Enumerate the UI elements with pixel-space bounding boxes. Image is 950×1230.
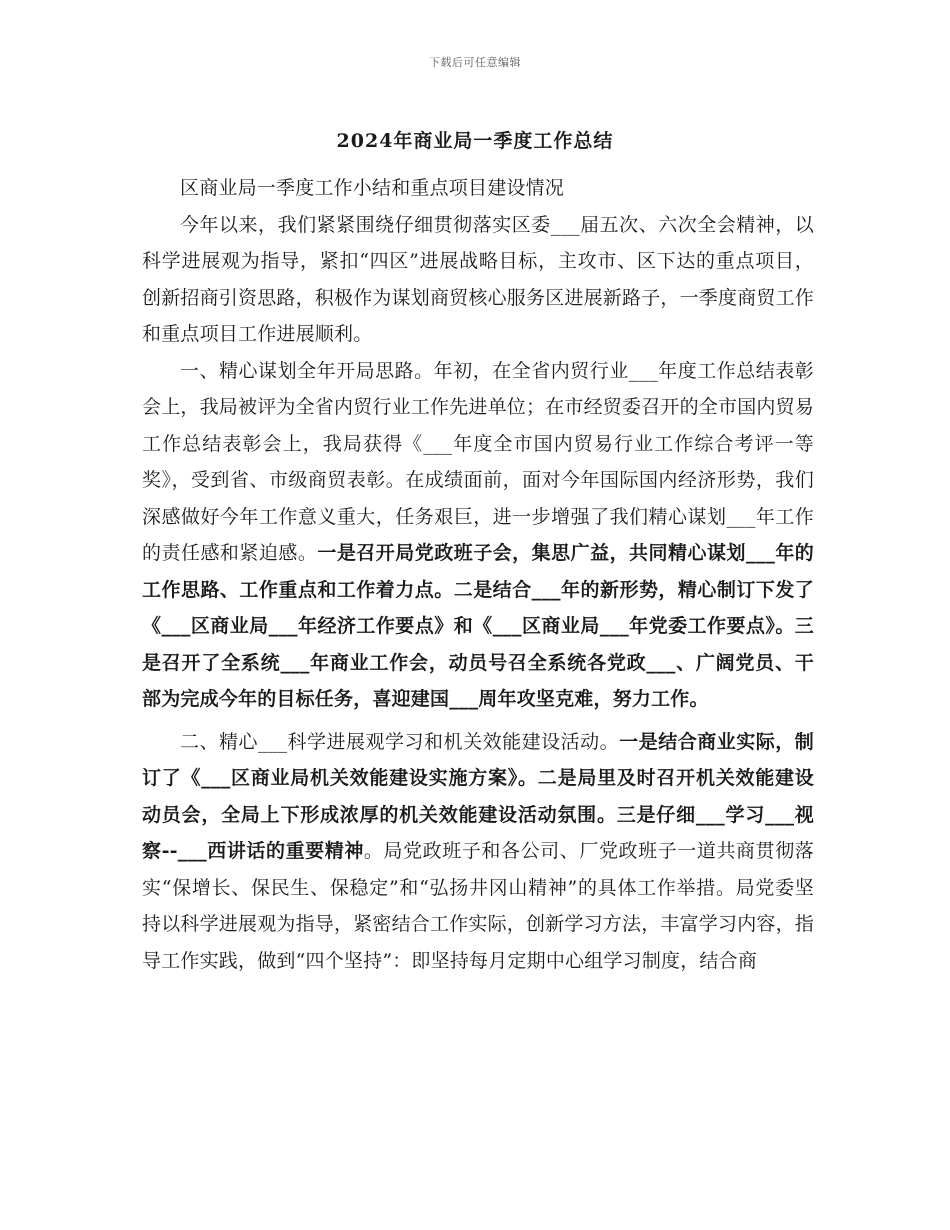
section-1-paragraph (142, 353, 814, 718)
section-2-paragraph (142, 724, 814, 980)
document-body (142, 170, 814, 979)
section-1-bold-text: 一是召开局党政班子会，集思广益，共同精心谋划___年的工作思路、工作重点和工作着力点。二是结合___年的新形势，精心制订下发了《___区商业局___年经济工作要点》和《___区商业局___年党委工作要点》。三是召开了全系统___年商业工作会，动员号召全系统各党政___、广阔党员、干部为完成今年的目标任务，喜迎建国___周年攻坚克难，努力工作。 (142, 542, 814, 710)
section-2-lead-text: 二、精心___科学进展观学习和机关效能建设活动。 (180, 730, 620, 753)
section-1-text: 一、精心谋划全年开局思路。年初，在全省内贸行业___年度工作总结表彰会上，我局被评为全省内贸行业工作先进单位；在市经贸委召开的全市国内贸易工作总结表彰会上，我局获得《___年度全市国内贸易行业工作综合考评一等奖》，受到省、市级商贸表彰。在成绩面前，面对今年国际国内经济形势，我们深感做好今年工作意义重大，任务艰巨，进一步增强了我们精心谋划___年工作的责任感和紧迫感。 (142, 359, 815, 564)
page-header-note: 下载后可任意编辑 (429, 56, 521, 69)
document-title: 2024年商业局一季度工作总结 (336, 130, 614, 152)
section-2-bold-text: 一是结合商业实际，制订了《___区商业局机关效能建设实施方案》。二是局里及时召开机关效能建设动员会，全局上下形成浓厚的机关效能建设活动氛围。三是仔细___学习___视察--___西讲话的重要精神 (142, 730, 814, 862)
document-subtitle: 区商业局一季度工作小结和重点项目建设情况 (180, 177, 565, 199)
section-2-tail-text: 。局党政班子和各公司、厂党政班子一道共商贯彻落实“保增长、保民生、保稳定”和“弘扬井冈山精神”的具体工作举措。局党委坚持以科学进展观为指导，紧密结合工作实际，创新学习方法，丰富学习内容，指导工作实践，做到“四个坚持”：即坚持每月定期中心组学习制度，结合商 (142, 840, 815, 972)
intro-paragraph: 今年以来，我们紧紧围绕仔细贯彻落实区委___届五次、六次全会精神，以科学进展观为指导，紧扣“四区”进展战略目标，主攻市、区下达的重点项目，创新招商引资思路，积极作为谋划商贸核心服务区进展新路子，一季度商贸工作和重点项目工作进展顺利。 (142, 213, 815, 345)
